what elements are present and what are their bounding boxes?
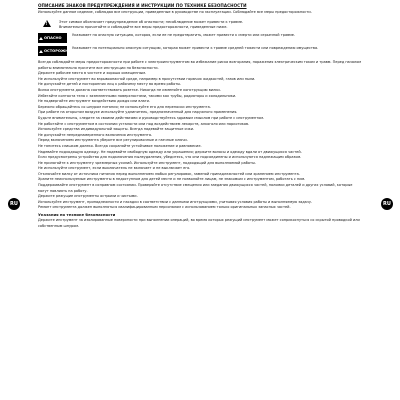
signal-word: ОСТОРОЖНО [44,49,72,53]
warning-symbol-row [38,20,362,30]
paragraph: Не тянитесь слишком далеко. Всегда сохраняйте устойчивое положение и равновесие. [38,143,202,148]
paragraph: Надевайте подходящую одежду. Не надевайте свободную одежду или украшения; держите волосы и одежду вдали от движущихся частей. [38,149,302,154]
paragraph: Если предусмотрены устройства для подключения пылеудаления, убедитесь, что они подсоединены и используются надлежащим образом. [38,155,302,160]
paragraph: Не используйте инструмент, если выключатель не включает и не выключает его. [38,166,191,171]
paragraph: Избегайте контакта тела с заземленными поверхностями, такими как трубы, радиаторы и холодильники. [38,93,237,98]
warning-line: Этот символ обозначает предупреждение об опасности; несоблюдение может привести к травме. [59,19,244,24]
page-number-left: RU [8,198,20,210]
paragraph: При работе на открытом воздухе используйте удлинитель, предназначенный для наружного применения. [38,110,238,115]
warning-triangle-icon [39,50,43,53]
paragraph: Держите рабочее место в чистоте и хорошо освещенным. [38,71,147,76]
warning-triangle-icon [43,20,51,27]
body-text [38,60,362,211]
warning-line: Внимательно прочитайте и соблюдайте все меры предосторожности, приведенные ниже. [59,24,228,29]
paragraph: Поддерживайте инструмент в исправном состоянии. Проверяйте отсутствие смещения или заедания движущихся частей, поломки деталей и других условий, которые могут повлиять на работу. [38,183,353,193]
warning-symbol-text [55,20,362,30]
paragraph: Не используйте инструмент во взрывоопасной среде, например в присутствии горючих жидкостей, газов или пыли. [38,76,256,81]
warning-triangle-icon [39,37,43,40]
paragraph: Держите режущие инструменты острыми и чистыми. [38,194,138,199]
paragraph: Будьте внимательны, следите за своими действиями и руководствуйтесь здравым смыслом при работе с инструментом. [38,115,265,120]
paragraph: Бережно обращайтесь со шнуром питания; не используйте его для переноски инструмента. [38,104,211,109]
signal-description: Указывает на потенциально опасную ситуацию, которая может привести к травме средней тяжести или повреждению имущества. [72,46,319,50]
paragraph: Не прилагайте к инструменту чрезмерных усилий. Используйте инструмент, подходящий для выполняемой работы. [38,160,256,165]
paragraph: Не допускайте детей и посторонних лиц к рабочему месту во время работы. [38,82,182,87]
signal-row-danger [38,33,362,43]
section-heading: ОПИСАНИЕ ЗНАКОВ ПРЕДУПРЕЖДЕНИЯ И ИНСТРУКЦИИ ПО ТЕХНИКЕ БЕЗОПАСНОСТИ [38,3,247,8]
caution-label [38,46,72,56]
paragraph: Используйте средства индивидуальной защиты. Всегда надевайте защитные очки. [38,127,195,132]
paragraph: Перед включением инструмента уберите все регулировочные и гаечные ключи. [38,138,188,143]
intro-text: Используйте данное изделие, соблюдая все инструкции, приведенные в руководстве по эксплуатации. Соблюдайте все меры предосторожности. [38,10,312,14]
closing-paragraph: Держите инструмент за изолированные поверхности при выполнении операций, во время которых режущий инструмент может соприкоснуться со скрытой проводкой или собственным шнуром. [38,218,360,228]
paragraph: Используйте инструмент, принадлежности и насадки в соответствии с данными инструкциями, учитывая условия работы и выполняемую задачу. [38,199,313,204]
paragraph: Не подвергайте инструмент воздействию дождя или влаги. [38,99,150,104]
paragraph: Всегда соблюдайте меры предосторожности при работе с электроинструментом во избежание риска возгорания, поражения электрическим током и травм. Перед началом работы внимательно прочтите все инструкции по безопасности. [38,60,362,70]
paragraph: Храните неиспользуемые инструменты в недоступном для детей месте и не позволяйте лицам, не знакомым с инструментом, работать с ним. [38,177,306,182]
signal-description: Указывает на опасную ситуацию, которая, если ее не предотвратить, может привести к смерти или серьезной травме. [72,33,296,37]
signal-row-caution [38,46,362,56]
page-number-right: RU [381,198,393,210]
paragraph: Отключайте вилку от источника питания перед выполнением любых регулировок, заменой принадлежностей или хранением инструмента. [38,171,300,176]
paragraph: Ремонт инструмента должен выполняться квалифицированным персоналом с использованием только оригинальных запасных частей. [38,205,291,210]
paragraph: Не допускайте непреднамеренного включения инструмента. [38,132,153,137]
signal-word: ОПАСНО [44,36,62,40]
paragraph: Вилка инструмента должна соответствовать розетке. Никогда не изменяйте конструкцию вилки. [38,87,221,92]
paragraph: Не работайте с инструментом в состоянии усталости или под воздействием лекарств, алкоголя или наркотиков. [38,121,250,126]
text-column [38,3,362,229]
danger-label [38,33,67,43]
subheading: Указания по технике безопасности [38,212,116,218]
